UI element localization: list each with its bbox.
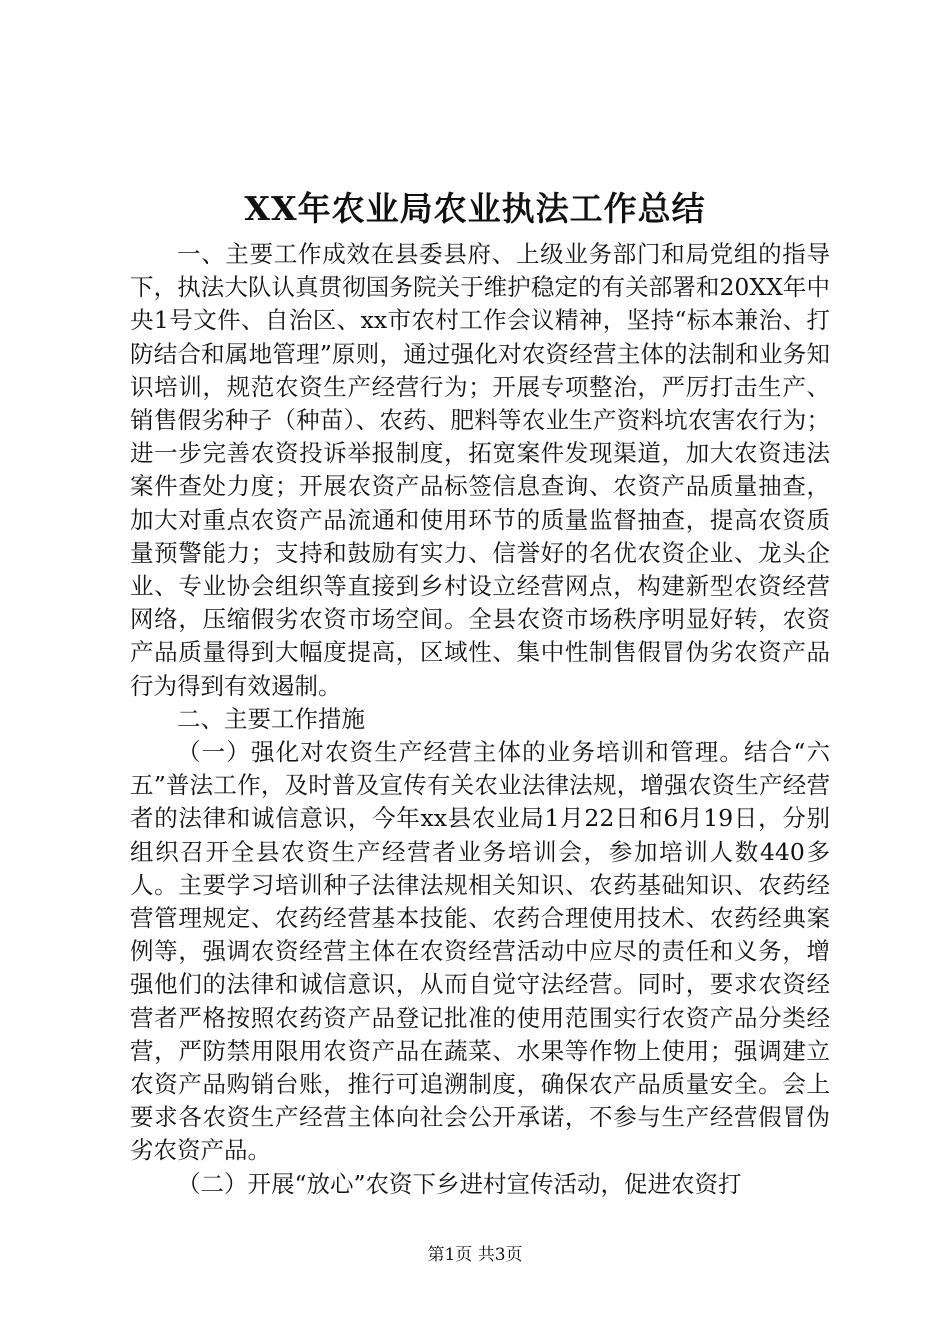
paragraph-training-management: （一）强化对农资生产经营主体的业务培训和管理。结合“六五”普法工作，及时普及宣传有关农业法律法规，增强农资生产经营者的法律和诚信意识，今年xx县农业局1月22日和6月19日，分别组织召开全县农资生产经营者业务培训会，参加培训人数440多人。主要学习培训种子法律法规相关知识、农药基础知识、农药经营管理规定、农药经营基本技能、农药合理使用技术、农药经典案例等，强调农资经营主体在农资经营活动中应尽的责任和义务，增强他们的法律和诚信意识，从而自觉守法经营。同时，要求农资经营者严格按照农药资产品登记批准的使用范围实行农资产品分类经营，严防禁用限用农资产品在蔬菜、水果等作物上使用；强调建立农资产品购销台账，推行可追溯制度，确保农产品质量安全。会上要求各农资生产经营主体向社会公开承诺，不参与生产经营假冒伪劣农资产品。	[130, 738, 830, 1165]
paragraph-rural-campaign: （二）开展“放心”农资下乡进村宣传活动，促进农资打	[177, 1169, 742, 1198]
document-title: XX年农业局农业执法工作总结	[244, 189, 706, 228]
paragraph-section-heading: 二、主要工作措施	[177, 704, 365, 733]
document-body	[130, 238, 830, 1201]
paragraph-main-achievements: 一、主要工作成效在县委县府、上级业务部门和局党组的指导下，执法大队认真贯彻国务院关于维护稳定的有关部署和20XX年中央1号文件、自治区、xx市农村工作会议精神，坚持“标本兼治、打防结合和属地管理”原则，通过强化对农资经营主体的法制和业务知识培训，规范农资生产经营行为；开展专项整治，严厉打击生产、销售假劣种子（种苗）、农药、肥料等农业生产资料坑农害农行为；进一步完善农资投诉举报制度，拓宽案件发现渠道，加大农资违法案件查处力度；开展农资产品标签信息查询、农资产品质量抽查，加大对重点农资产品流通和使用环节的质量监督抽查，提高农资质量预警能力；支持和鼓励有实力、信誉好的名优农资企业、龙头企业、专业协会组织等直接到乡村设立经营网点，构建新型农资经营网络，压缩假劣农资市场空间。全县农资市场秩序明显好转，农资产品质量得到大幅度提高，区域性、集中性制售假冒伪劣农资产品行为得到有效遏制。	[130, 240, 830, 700]
page-footer: 第1页 共3页	[427, 1245, 523, 1265]
